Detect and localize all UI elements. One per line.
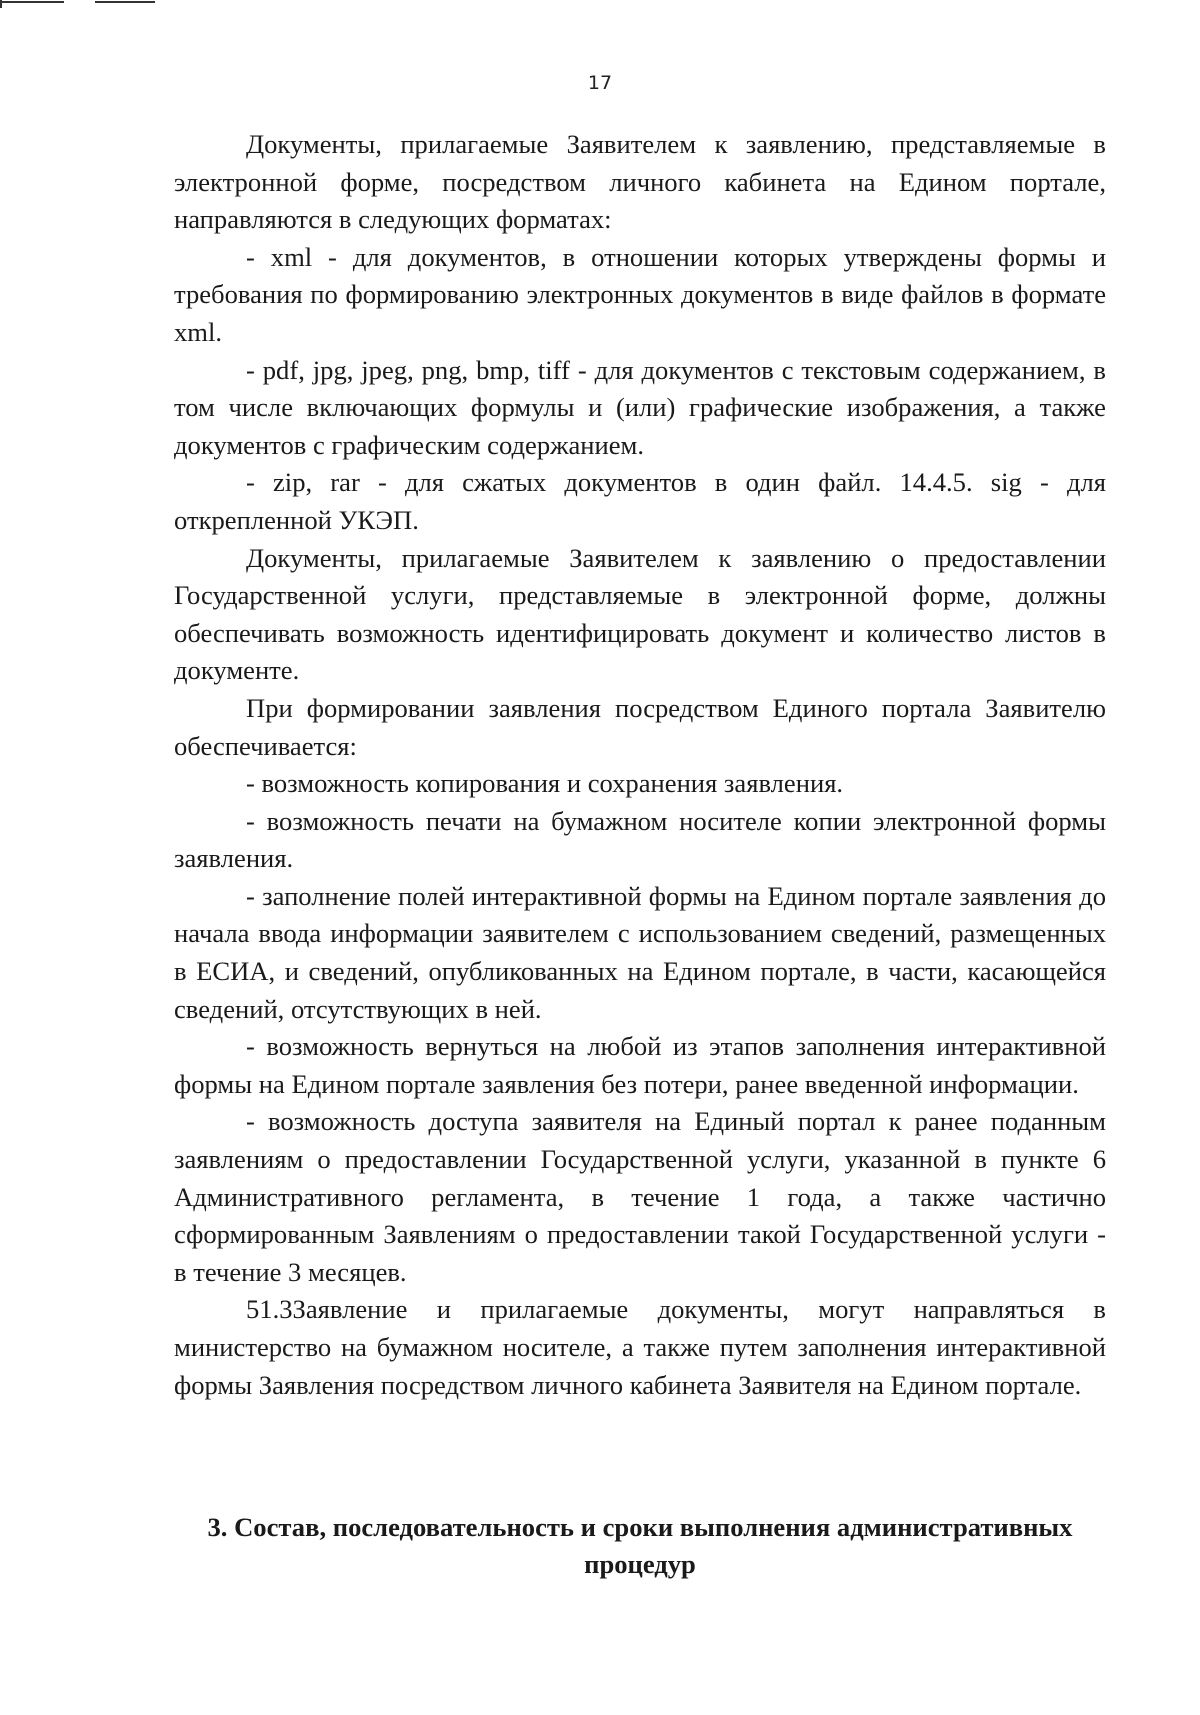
paragraph: - zip, rar - для сжатых документов в один файл. 14.4.5. sig - для открепленной УКЭП. [174,467,1106,535]
paragraph: - pdf, jpg, jpeg, png, bmp, tiff - для документов с текстовым содержанием, в том числе включающих формулы и (или) графические изображения, а также документов с графическим содержанием. [174,354,1106,460]
paragraph: 51.3Заявление и прилагаемые документы, могут направляться в министерство на бумажном носителе, а также путем заполнения интерактивной формы Заявления посредством личного кабинета Заявителя на Едином портале. [174,1294,1106,1400]
paragraph: - возможность копирования и сохранения заявления. [246,768,844,799]
paragraph: - возможность вернуться на любой из этапов заполнения интерактивной формы на Едином портале заявления без потери, ранее введенной информации. [174,1031,1106,1099]
paragraph: Документы, прилагаемые Заявителем к заявлению, представляемые в электронной форме, посредством личного кабинета на Едином портале, направляются в следующих форматах: [174,129,1106,235]
paragraph: Документы, прилагаемые Заявителем к заявлению о предоставлении Государственной услуги, представляемые в электронной форме, должны обеспечивать возможность идентифицировать документ и количество листов в документе. [174,542,1106,686]
paragraph: - возможность печати на бумажном носителе копии электронной формы заявления. [174,805,1106,874]
paragraph: При формировании заявления посредством Единого портала Заявителю обеспечивается: [174,692,1106,761]
paragraph: - возможность доступа заявителя на Единый портал к ранее поданным заявлениям о предоставлении Государственной услуги, указанной в пункте 6 Административного регламента, в течение 1 года, а также частично сформированным Заявлениям о предоставлении такой Государственной услуги - в течение 3 месяцев. [174,1106,1106,1287]
section-heading: 3. Состав, последовательность и сроки выполнения административных процедур [207,1512,1073,1579]
paragraph: - заполнение полей интерактивной формы на Едином портале заявления до начала ввода информации заявителем с использованием сведений, размещенных в ЕСИА, и сведений, опубликованных на Едином портале, в части, касающейся сведений, отсутствующих в ней. [174,880,1106,1024]
document-body [174,126,1106,1404]
page-number: 17 [587,72,613,94]
scan-corner-mark [0,0,155,6]
paragraph: - xml - для документов, в отношении которых утверждены формы и требования по формированию электронных документов в виде файлов в формате xml. [174,241,1106,347]
